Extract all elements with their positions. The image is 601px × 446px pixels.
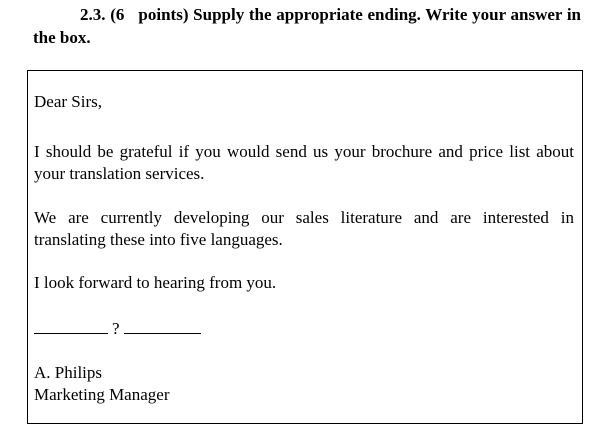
task-number: 2.3. <box>80 5 106 24</box>
letter-salutation: Dear Sirs, <box>34 92 102 111</box>
answer-box <box>27 70 583 424</box>
closing-line <box>34 318 574 340</box>
signature-title: Marketing Manager <box>34 385 170 404</box>
closing-question-mark: ? <box>112 319 120 338</box>
letter-paragraph-3: I look forward to hearing from you. <box>34 273 277 292</box>
task-points: (6 points) <box>110 5 189 24</box>
letter-paragraph-2: We are currently developing our sales literature and are interested in translating these into five languages. <box>34 208 574 249</box>
closing-blank-right[interactable] <box>124 318 201 334</box>
letter-paragraph-1: I should be grateful if you would send us your brochure and price list about your translation services. <box>34 142 574 183</box>
closing-blank-left[interactable] <box>34 318 108 334</box>
signature-name: A. Philips <box>34 363 103 382</box>
task-text: Supply the appropriate ending. Write your answer in the box. <box>33 5 581 47</box>
task-instruction <box>33 3 581 49</box>
